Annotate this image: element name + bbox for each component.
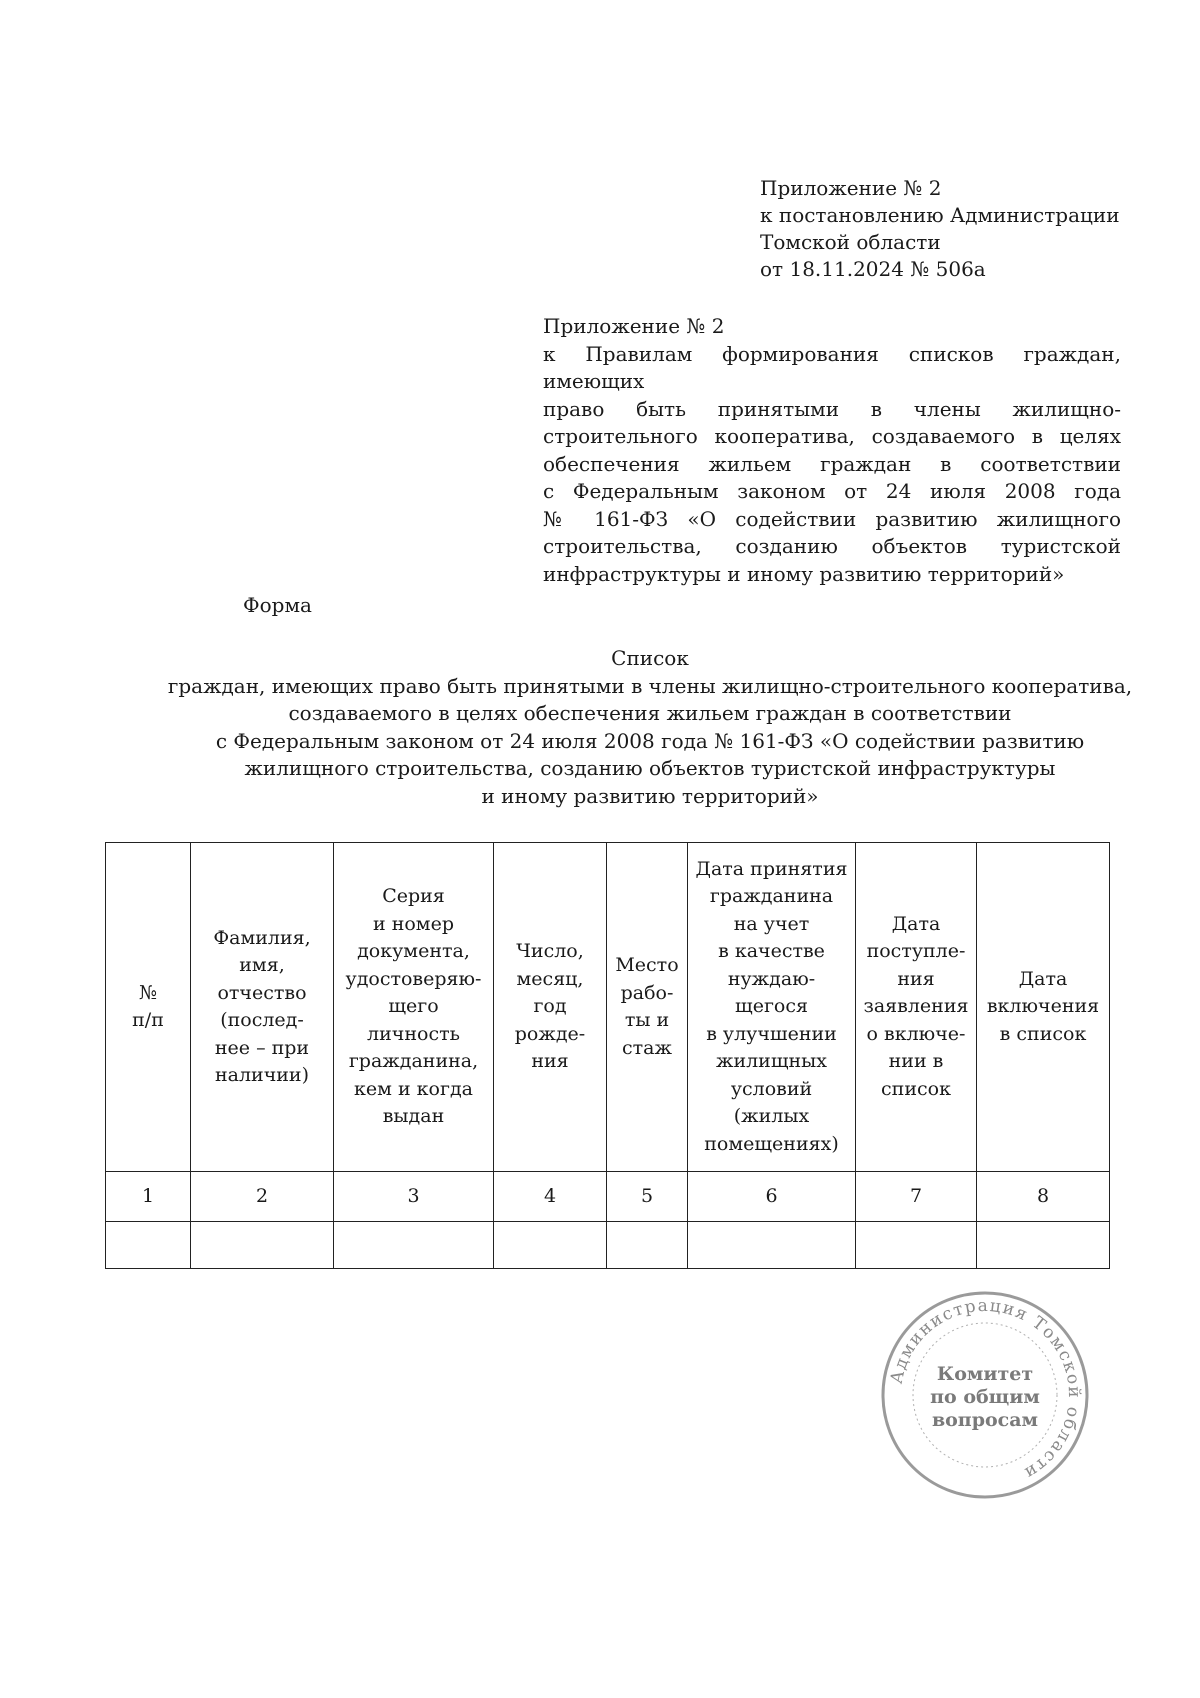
header-line: Дата bbox=[1018, 967, 1068, 990]
list-heading bbox=[100, 645, 1200, 810]
header-line: рожде- bbox=[514, 1022, 586, 1045]
heading-title: Список bbox=[611, 646, 689, 670]
appendix-rules-line: к Правилам формирования списков граждан, имеющих bbox=[543, 341, 1121, 393]
header-line: список bbox=[881, 1077, 951, 1100]
empty-cell bbox=[334, 1222, 494, 1269]
header-line: рабо- bbox=[620, 981, 674, 1004]
column-number: 4 bbox=[494, 1172, 607, 1222]
header-line: удостоверяю- bbox=[345, 967, 482, 990]
header-line: выдан bbox=[382, 1105, 445, 1128]
header-line: гражданина bbox=[709, 885, 834, 908]
header-line: Дата принятия bbox=[695, 857, 848, 880]
column-number: 1 bbox=[106, 1172, 191, 1222]
header-line: документа, bbox=[357, 940, 470, 963]
column-number: 3 bbox=[334, 1172, 494, 1222]
header-line: ния bbox=[531, 1050, 569, 1073]
column-number: 2 bbox=[191, 1172, 334, 1222]
header-line: Дата bbox=[891, 912, 941, 935]
header-cell bbox=[977, 843, 1110, 1172]
header-line: (послед- bbox=[220, 1009, 304, 1031]
column-number: 7 bbox=[856, 1172, 977, 1222]
appendix-header-decree bbox=[760, 175, 1120, 283]
header-line: нии в bbox=[888, 1050, 944, 1073]
appendix-header-line: к постановлению Администрации bbox=[760, 203, 1120, 227]
appendix-header-line: Приложение № 2 bbox=[760, 176, 942, 200]
table-header-row bbox=[106, 843, 1110, 1172]
column-number-row bbox=[106, 1172, 1110, 1222]
header-line: ты и bbox=[624, 1009, 670, 1031]
stamp-center-line: вопросам bbox=[931, 1409, 1039, 1431]
header-line: поступле- bbox=[866, 940, 966, 963]
heading-line: с Федеральным законом от 24 июля 2008 года № 161-ФЗ «О содействии развитию bbox=[215, 728, 1085, 753]
appendix-rules-title: Приложение № 2 bbox=[543, 314, 725, 338]
appendix-rules-line: право быть принятыми в члены жилищно- bbox=[543, 396, 1121, 421]
header-line: месяц, bbox=[516, 967, 584, 990]
header-line: отчество bbox=[217, 981, 307, 1004]
appendix-header-line: Томской области bbox=[760, 230, 941, 254]
empty-cell bbox=[607, 1222, 688, 1269]
header-line: ния bbox=[897, 967, 935, 990]
header-line: имя, bbox=[239, 954, 285, 976]
appendix-rules-line: строительного кооператива, создаваемого в целях bbox=[543, 424, 1121, 448]
header-cell bbox=[191, 843, 334, 1172]
column-number: 8 bbox=[977, 1172, 1110, 1222]
column-number: 5 bbox=[607, 1172, 688, 1222]
header-line: (жилых bbox=[733, 1105, 810, 1128]
header-line: Серия bbox=[382, 885, 445, 908]
column-number: 6 bbox=[688, 1172, 856, 1222]
header-cell bbox=[688, 843, 856, 1172]
header-line: на учет bbox=[733, 912, 810, 935]
table-row bbox=[106, 1222, 1110, 1269]
header-line: в улучшении bbox=[706, 1022, 837, 1045]
stamp-ring-text-path: Администрация Томской области bbox=[886, 1295, 1085, 1484]
header-cell bbox=[106, 843, 191, 1172]
empty-cell bbox=[106, 1222, 191, 1269]
header-line: п/п bbox=[132, 1009, 164, 1031]
header-line: включения bbox=[986, 995, 1100, 1018]
form-label: Форма bbox=[243, 593, 312, 617]
header-line: год bbox=[533, 995, 567, 1018]
heading-line: создаваемого в целях обеспечения жильем граждан в соответствии bbox=[288, 701, 1012, 725]
empty-cell bbox=[688, 1222, 856, 1269]
empty-cell bbox=[494, 1222, 607, 1269]
header-line: Место bbox=[615, 954, 679, 976]
header-line: Число, bbox=[516, 940, 584, 963]
appendix-rules-line: обеспечения жильем граждан в соответствии bbox=[543, 451, 1121, 476]
citizens-list-table bbox=[105, 842, 1110, 1269]
appendix-rules-line: инфраструктуры и иному развитию территорий» bbox=[543, 561, 1065, 586]
empty-cell bbox=[856, 1222, 977, 1269]
header-line: щегося bbox=[735, 995, 808, 1018]
header-line: наличии) bbox=[214, 1064, 310, 1086]
header-line: щего bbox=[388, 995, 439, 1018]
header-line: нуждаю- bbox=[727, 967, 816, 990]
header-line: и номер bbox=[373, 912, 454, 935]
header-line: помещениях) bbox=[704, 1132, 839, 1155]
heading-line: граждан, имеющих право быть принятыми в члены жилищно-строительного кооператива, bbox=[167, 673, 1133, 698]
header-line: стаж bbox=[622, 1036, 672, 1059]
header-line: нее – при bbox=[214, 1036, 310, 1059]
header-line: в качестве bbox=[718, 940, 825, 963]
header-line: кем и когда bbox=[354, 1077, 473, 1100]
header-cell bbox=[334, 843, 494, 1172]
header-cell bbox=[856, 843, 977, 1172]
stamp-center-line: по общим bbox=[930, 1386, 1040, 1408]
empty-cell bbox=[191, 1222, 334, 1269]
header-line: о включе- bbox=[866, 1022, 966, 1045]
header-line: № bbox=[139, 981, 157, 1004]
appendix-rules-line: с Федеральным законом от 24 июля 2008 года bbox=[543, 479, 1121, 503]
stamp-center-line: Комитет bbox=[936, 1363, 1034, 1385]
header-line: Фамилия, bbox=[213, 926, 311, 949]
header-line: условий bbox=[730, 1077, 813, 1100]
header-line: в список bbox=[999, 1022, 1087, 1045]
header-line: заявления bbox=[863, 995, 969, 1018]
header-line: жилищных bbox=[715, 1050, 828, 1073]
header-cell bbox=[494, 843, 607, 1172]
appendix-rules-line: № 161-ФЗ «О содействии развитию жилищного bbox=[543, 506, 1121, 531]
header-line: гражданина, bbox=[348, 1050, 479, 1073]
appendix-header-line: от 18.11.2024 № 506а bbox=[760, 257, 986, 281]
header-line: личность bbox=[367, 1022, 460, 1045]
empty-cell bbox=[977, 1222, 1110, 1269]
heading-line: жилищного строительства, созданию объектов туристской инфраструктуры bbox=[244, 756, 1056, 780]
appendix-header-rules bbox=[543, 313, 1121, 588]
header-cell bbox=[607, 843, 688, 1172]
appendix-rules-line: строительства, созданию объектов туристской bbox=[543, 534, 1121, 558]
official-stamp bbox=[880, 1290, 1090, 1500]
heading-line: и иному развитию территорий» bbox=[481, 783, 819, 808]
